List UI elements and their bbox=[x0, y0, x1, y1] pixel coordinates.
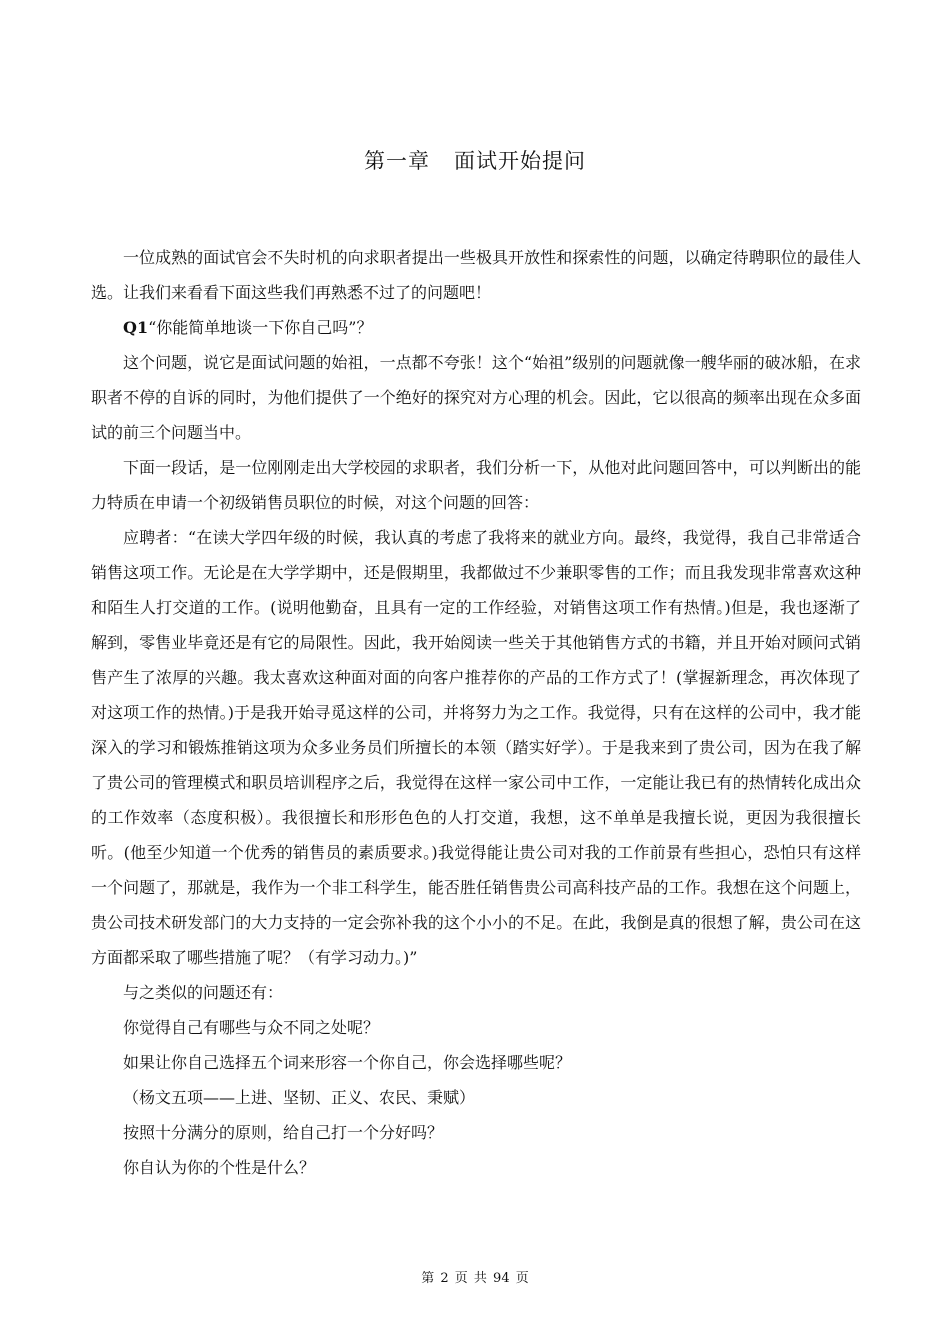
page-footer: 第 2 页 共 94 页 bbox=[421, 1271, 529, 1286]
note-paragraph: （杨文五项——上进、坚韧、正义、农民、秉赋） bbox=[123, 1088, 476, 1107]
question-number: Q1 bbox=[123, 318, 149, 337]
similar-question: 你自认为你的个性是什么？ bbox=[123, 1158, 316, 1177]
question-text: “你能简单地谈一下你自己吗”？ bbox=[148, 318, 373, 337]
similar-question: 按照十分满分的原则，给自己打一个分好吗？ bbox=[123, 1123, 444, 1142]
paragraph: 下面一段话，是一位刚刚走出大学校园的求职者，我们分析一下，从他对此问题回答中，可以判断出的能力特质在申请一个初级销售员职位的时候，对这个问题的回答： bbox=[91, 458, 861, 512]
similar-question: 如果让你自己选择五个词来形容一个你自己，你会选择哪些呢？ bbox=[123, 1053, 572, 1072]
question-heading bbox=[91, 310, 861, 345]
paragraph: 这个问题，说它是面试问题的始祖，一点都不夸张！这个“始祖”级别的问题就像一艘华丽的破冰船，在求职者不停的自诉的同时，为他们提供了一个绝好的探究对方心理的机会。因此，它以很高的频率出现在众多面试的前三个问题当中。 bbox=[91, 353, 861, 442]
chapter-body bbox=[91, 240, 861, 1185]
paragraph: 与之类似的问题还有： bbox=[123, 983, 284, 1002]
intro-paragraph: 一位成熟的面试官会不失时机的向求职者提出一些极具开放性和探索性的问题，以确定待聘职位的最佳人选。让我们来看看下面这些我们再熟悉不过了的问题吧！ bbox=[91, 248, 861, 302]
chapter-number: 第一章 bbox=[364, 149, 430, 173]
similar-question: 你觉得自己有哪些与众不同之处呢？ bbox=[123, 1018, 380, 1037]
chapter-title-text: 面试开始提问 bbox=[454, 149, 586, 173]
answer-paragraph: 应聘者：“在读大学四年级的时候，我认真的考虑了我将来的就业方向。最终，我觉得，我自己非常适合销售这项工作。无论是在大学学期中，还是假期里，我都做过不少兼职零售的工作；而且我发现非常喜欢这种和陌生人打交道的工作。(说明他勤奋，且具有一定的工作经验，对销售这项工作有热情。)但是，我也逐渐了解到，零售业毕竟还是有它的局限性。因此，我开始阅读一些关于其他销售方式的书籍，并且开始对顾问式销售产生了浓厚的兴趣。我太喜欢这种面对面的向客户推荐你的产品的工作方式了！(掌握新理念，再次体现了对这项工作的热情。)于是我开始寻觅这样的公司，并将努力为之工作。我觉得，只有在这样的公司中，我才能深入的学习和锻炼推销这项为众多业务员们所擅长的本领（踏实好学）。于是我来到了贵公司，因为在我了解了贵公司的管理模式和职员培训程序之后，我觉得在这样一家公司中工作，一定能让我已有的热情转化成出众的工作效率（态度积极）。我很擅长和形形色色的人打交道，我想，这不单单是我擅长说，更因为我很擅长听。(他至少知道一个优秀的销售员的素质要求。)我觉得能让贵公司对我的工作前景有些担心，恐怕只有这样一个问题了，那就是，我作为一个非工科学生，能否胜任销售贵公司高科技产品的工作。我想在这个问题上，贵公司技术研发部门的大力支持的一定会弥补我的这个小小的不足。在此，我倒是真的很想了解，贵公司在这方面都采取了哪些措施了呢？（有学习动力。)” bbox=[91, 528, 861, 967]
chapter-heading bbox=[0, 146, 950, 176]
